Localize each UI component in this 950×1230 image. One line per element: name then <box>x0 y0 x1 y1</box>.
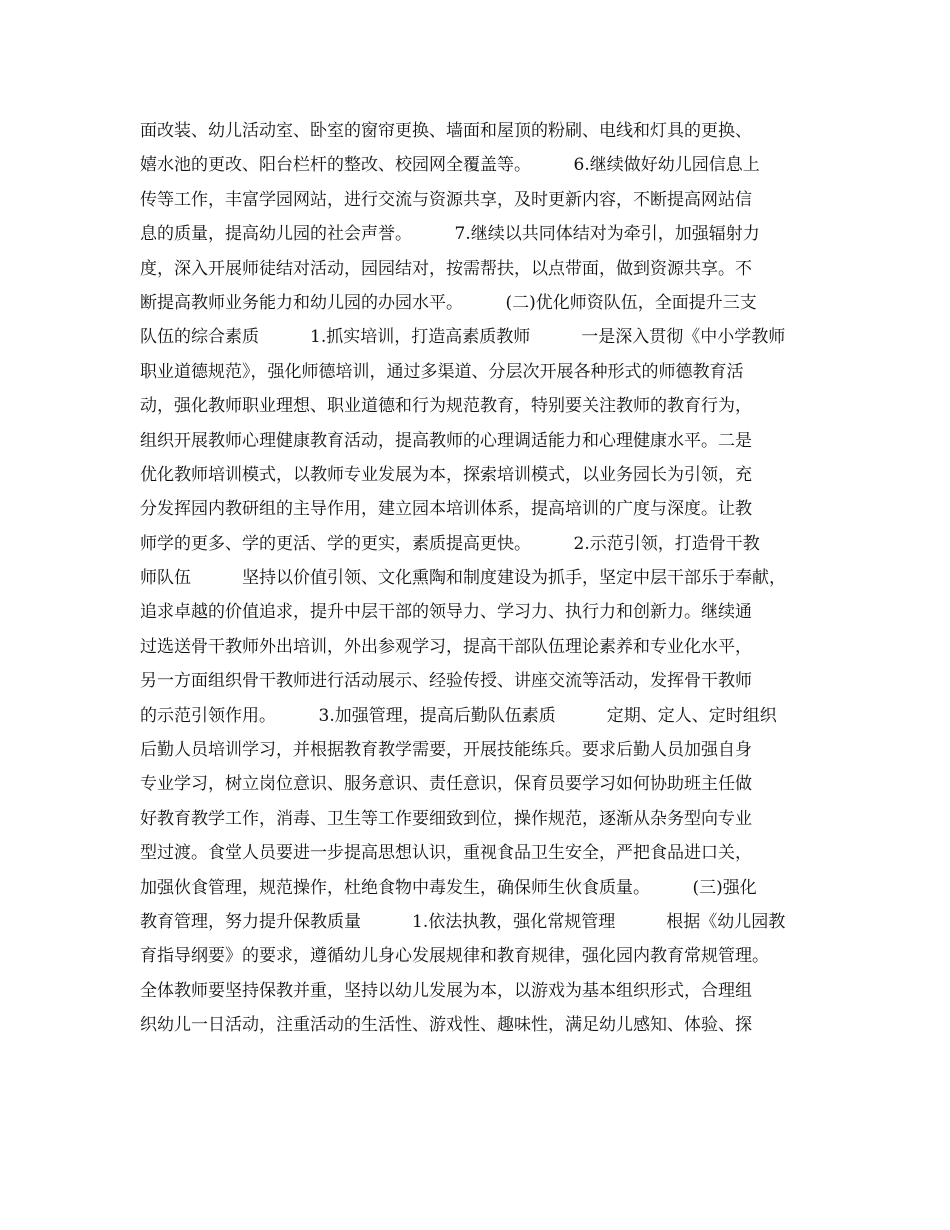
text-line: 职业道德规范》，强化师德培训，通过多渠道、分层次开展各种形式的师德教育活 <box>140 361 744 382</box>
text-line: 优化教师培训模式，以教师专业发展为本，探索培训模式，以业务园长为引领，充 <box>140 464 752 485</box>
text-line: 过选送骨干教师外出培训，外出参观学习，提高干部队伍理论素养和专业化水平， <box>140 636 752 657</box>
text-line: 后勤人员培训学习，并根据教育教学需要，开展技能练兵。要求后勤人员加强自身 <box>140 740 752 761</box>
text-line: 的示范引领作用。 3.加强管理，提高后勤队伍素质 定期、定人、定时组织 <box>140 705 777 726</box>
text-line: 型过渡。食堂人员要进一步提高思想认识，重视食品卫生安全，严把食品进口关， <box>140 843 752 864</box>
text-line: 队伍的综合素质 1.抓实培训，打造高素质教师 一是深入贯彻《中小学教师 <box>140 327 786 348</box>
text-line: 追求卓越的价值追求，提升中层干部的领导力、学习力、执行力和创新力。继续通 <box>140 602 752 623</box>
text-line: 息的质量，提高幼儿园的社会声誉。 7.继续以共同体结对为牵引，加强辐射力 <box>140 224 760 245</box>
text-line: 好教育教学工作，消毒、卫生等工作要细致到位，操作规范，逐渐从杂务型向专业 <box>140 808 752 829</box>
text-line: 动，强化教师职业理想、职业道德和行为规范教育，特别要关注教师的教育行为， <box>140 396 752 417</box>
text-line: 分发挥园内教研组的主导作用，建立园本培训体系，提高培训的广度与深度。让教 <box>140 499 752 520</box>
text-line: 教育管理，努力提升保教质量 1.依法执教，强化常规管理 根据《幼儿园教 <box>140 911 786 932</box>
body-text <box>140 114 820 1043</box>
text-line: 加强伙食管理，规范操作，杜绝食物中毒发生，确保师生伙食质量。 (三)强化 <box>140 877 757 898</box>
text-line: 育指导纲要》的要求，遵循幼儿身心发展规律和教育规律，强化园内教育常规管理。 <box>140 946 769 967</box>
text-line: 专业学习，树立岗位意识、服务意识、责任意识，保育员要学习如何协助班主任做 <box>140 774 752 795</box>
text-line: 组织开展教师心理健康教育活动，提高教师的心理调适能力和心理健康水平。二是 <box>140 430 752 451</box>
text-line: 另一方面组织骨干教师进行活动展示、经验传授、讲座交流等活动，发挥骨干教师 <box>140 671 752 692</box>
text-line: 嬉水池的更改、阳台栏杆的整改、校园网全覆盖等。 6.继续做好幼儿园信息上 <box>140 155 760 176</box>
text-line: 断提高教师业务能力和幼儿园的办园水平。 (二)优化师资队伍，全面提升三支 <box>140 292 757 313</box>
text-line: 传等工作，丰富学园网站，进行交流与资源共享，及时更新内容，不断提高网站信 <box>140 189 752 210</box>
text-line: 面改装、幼儿活动室、卧室的窗帘更换、墙面和屋顶的粉刷、电线和灯具的更换、 <box>140 121 752 141</box>
text-line: 全体教师要坚持保教并重，坚持以幼儿发展为本，以游戏为基本组织形式，合理组 <box>140 980 752 1001</box>
text-line: 师学的更多、学的更活、学的更实，素质提高更快。 2.示范引领，打造骨干教 <box>140 533 760 554</box>
text-line: 织幼儿一日活动，注重活动的生活性、游戏性、趣味性，满足幼儿感知、体验、探 <box>140 1015 752 1036</box>
text-line: 度，深入开展师徒结对活动，园园结对，按需帮扶，以点带面，做到资源共享。不 <box>140 258 752 279</box>
text-line: 师队伍 坚持以价值引领、文化熏陶和制度建设为抓手，坚定中层干部乐于奉献， <box>140 568 786 589</box>
